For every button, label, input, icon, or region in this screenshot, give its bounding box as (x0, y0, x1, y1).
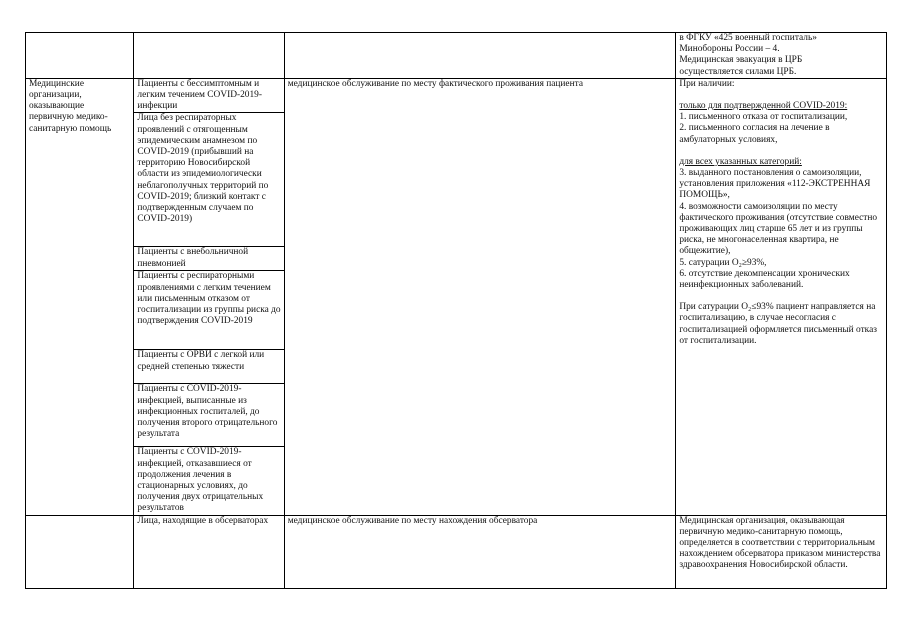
cell-patient-category: Пациенты с ОРВИ с легкой или средней степенью тяжести (134, 350, 284, 384)
cell-evacuation-note (676, 33, 887, 79)
text-line: Медицинская эвакуация в ЦРБ (679, 55, 803, 66)
cell-patient-category: Пациенты с внебольничной пневмонией (134, 247, 284, 271)
conditions-heading-all: для всех указанных категорий: (679, 156, 802, 167)
cell-service-location: медицинское обслуживание по месту нахождения обсерватора (284, 515, 676, 588)
condition-item: 4. возможности самоизоляции по месту фактического проживания (отсутствие совместно проживающих лиц старше 65 лет и из группы риска, не многонаселенная квартира, не общежитие), (679, 201, 880, 257)
cell-empty (284, 33, 676, 79)
saturation-note: При сатурации O₂≤93% пациент направляется на госпитализацию, в случае несогласия с госпитализацией оформляется письменный отказ от госпитализации. (679, 302, 880, 346)
cell-patient-category: Пациенты с COVID-2019-инфекцией, отказавшиеся от продолжения лечения в стационарных условиях, до получения двух отрицательных результатов (134, 447, 284, 515)
table-row-continuation (26, 33, 887, 79)
cell-empty (26, 33, 134, 79)
condition-item: 3. выданного постановления о самоизоляции, установления приложения «112-ЭКСТРЕННАЯ ПОМОЩЬ», (679, 168, 873, 201)
condition-item: 5. сатурации O₂≥93%, (679, 257, 767, 268)
cell-conditions (676, 78, 887, 515)
cell-empty (26, 515, 134, 588)
conditions-heading-confirmed: только для подтвержденной COVID-2019: (679, 101, 848, 112)
cell-patient-category: Пациенты с бессимптомным и легким течением COVID-2019-инфекции (134, 78, 284, 113)
cell-patient-category: Лица без респираторных проявлений с отягощенным эпидемическим анамнезом по COVID-2019 (прибывший на территорию Новосибирской области из эпидемиологически неблагополучных территорий по COVID-2019; близкий контакт с подтвержденным случаем по COVID-2019) (134, 113, 284, 247)
cell-organization: Медицинские организации, оказывающие первичную медико-санитарную помощь (26, 78, 134, 515)
spacer (679, 146, 883, 157)
condition-item: 1. письменного отказа от госпитализации, (679, 112, 848, 123)
cell-patient-category: Лица, находящие в обсерваторах (134, 515, 284, 588)
text-line: Минобороны России – 4. (679, 44, 780, 55)
table-row (26, 78, 887, 113)
cell-empty (134, 33, 284, 79)
routing-table (25, 32, 887, 589)
cell-observator-note: Медицинская организация, оказывающая первичную медико-санитарную помощь, определяется в соответствии с территориальным нахождением обсерватора приказом министерства здравоохранения Новосибирской области. (676, 515, 887, 588)
text-line: осуществляется силами ЦРБ. (679, 66, 797, 77)
spacer (679, 291, 883, 302)
spacer (679, 90, 883, 101)
conditions-intro: При наличии: (679, 78, 735, 89)
condition-item: 6. отсутствие декомпенсации хронических неинфекционных заболеваний. (679, 268, 853, 291)
cell-patient-category: Пациенты с COVID-2019-инфекцией, выписанные из инфекционных госпиталей, до получения второго отрицательного результата (134, 384, 284, 447)
cell-patient-category: Пациенты с респираторными проявлениями с легким течением или письменным отказом от госпитализации из группы риска до подтверждения COVID-2019 (134, 271, 284, 350)
table-row (26, 515, 887, 588)
text-line: в ФГКУ «425 военный госпиталь» (679, 33, 817, 43)
cell-service-location: медицинское обслуживание по месту фактического проживания пациента (284, 78, 676, 515)
condition-item: 2. письменного согласия на лечение в амбулаторных условиях, (679, 123, 832, 145)
